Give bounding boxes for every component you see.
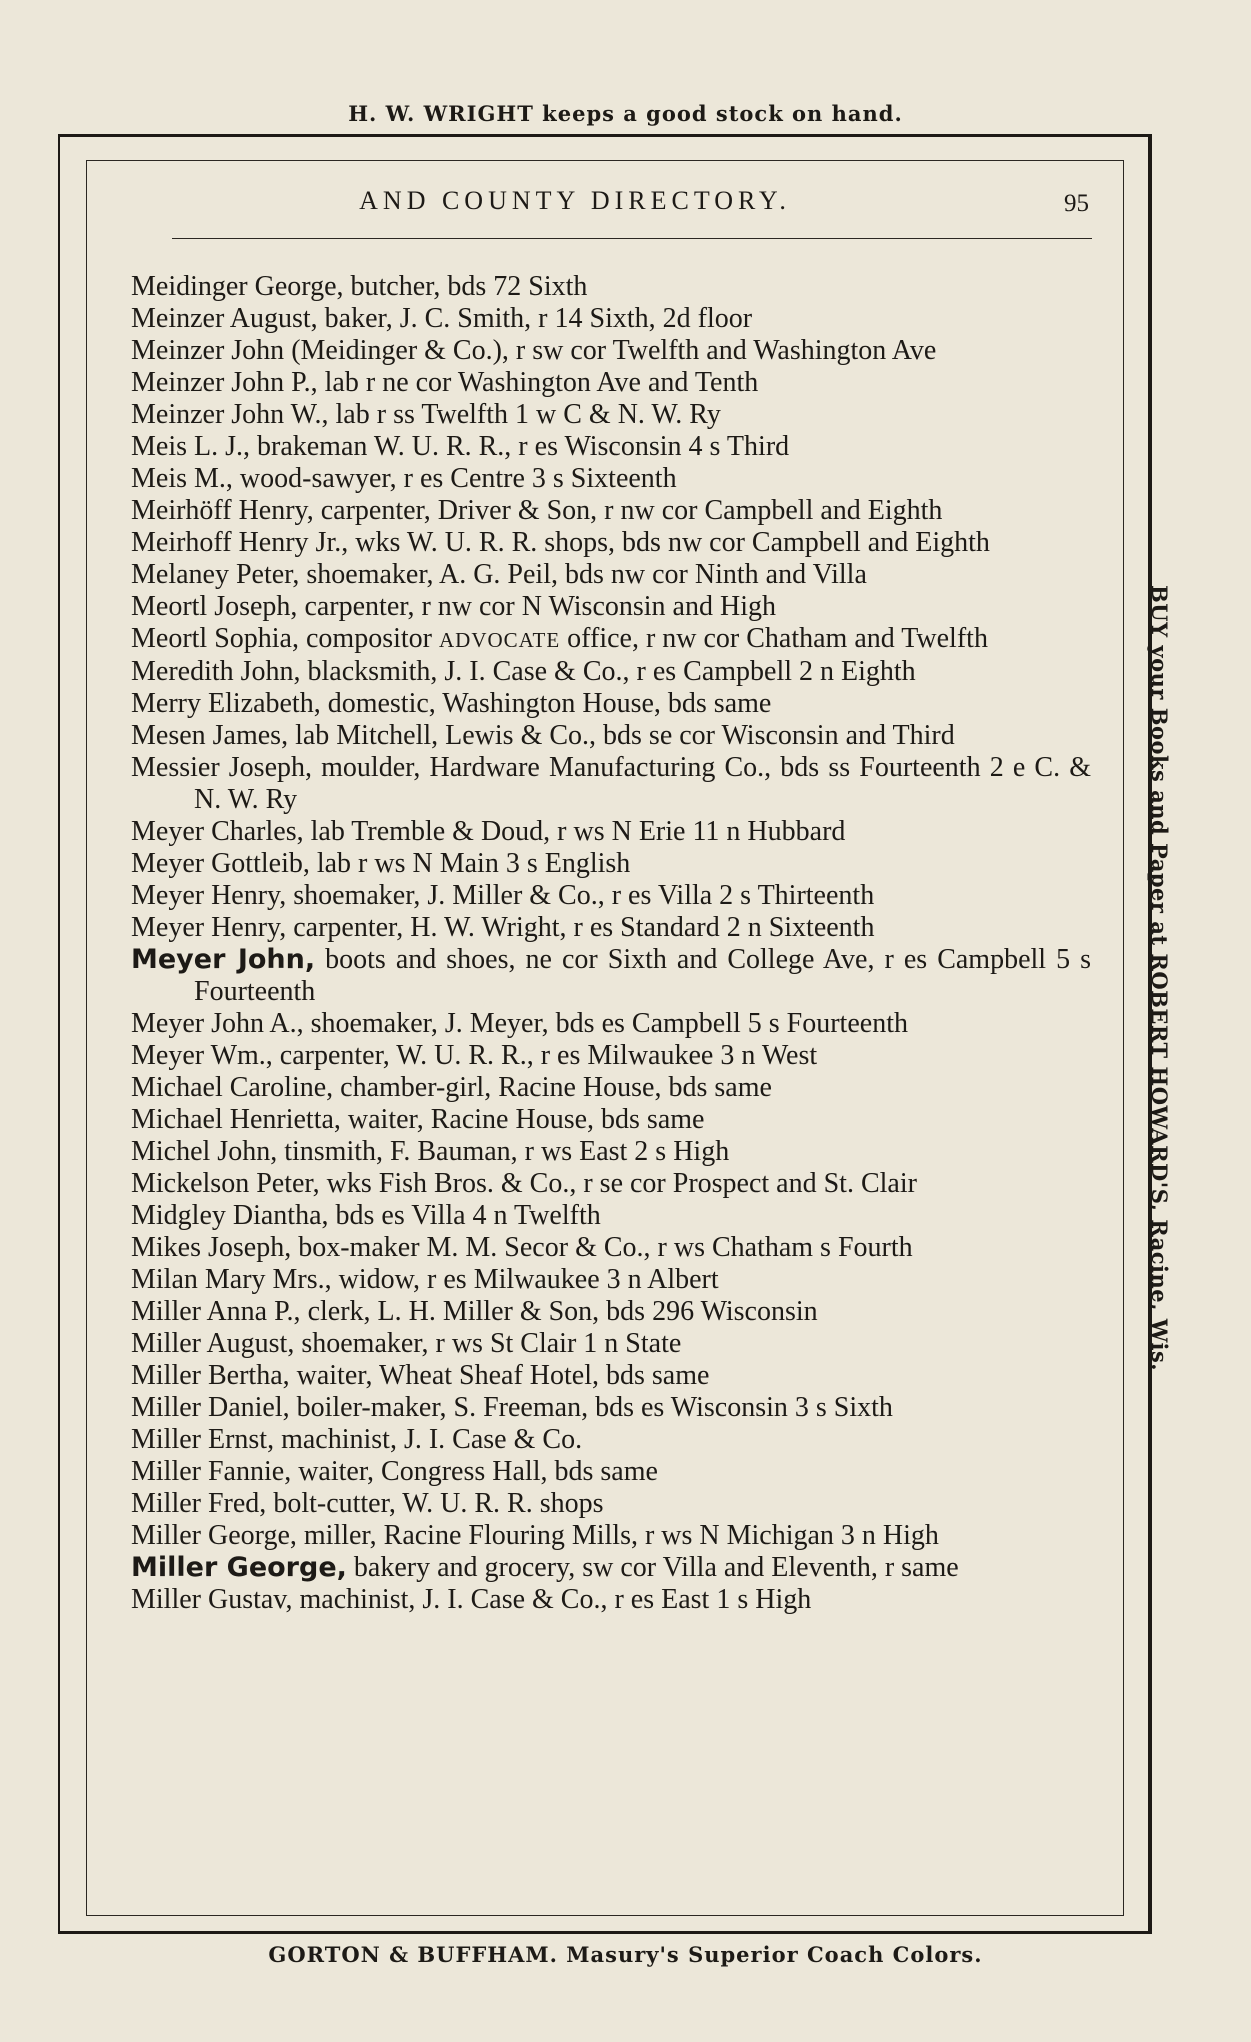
entry-details: shoemaker, A. G. Peil, bds nw cor Ninth and Villa bbox=[299, 559, 867, 590]
directory-entry bbox=[131, 1392, 1091, 1424]
directory-entry bbox=[131, 656, 1091, 688]
entry-details: lab Tremble & Doud, r ws N Erie 11 n Hubbard bbox=[303, 816, 846, 847]
entry-name: Meyer Henry, bbox=[131, 912, 287, 943]
directory-entry bbox=[131, 848, 1091, 880]
directory-entry bbox=[131, 271, 1091, 303]
entry-details: bds es Villa 4 n Twelfth bbox=[328, 1200, 601, 1231]
directory-entry bbox=[131, 880, 1091, 912]
entry-details: shoemaker, J. Meyer, bds es Campbell 5 s Fourteenth bbox=[303, 1008, 908, 1039]
directory-entry bbox=[131, 1488, 1091, 1520]
directory-entry bbox=[131, 559, 1091, 591]
entry-details: box-maker M. M. Secor & Co., r ws Chatham s Fourth bbox=[291, 1232, 913, 1263]
entry-name: Miller August, bbox=[131, 1328, 295, 1359]
directory-entry bbox=[131, 1264, 1091, 1296]
entry-name: Meyer Gottleib, bbox=[131, 848, 310, 879]
directory-entry bbox=[131, 367, 1091, 399]
directory-entry bbox=[131, 688, 1091, 720]
top-advertisement: H. W. WRIGHT keeps a good stock on hand. bbox=[348, 101, 903, 126]
directory-entry bbox=[131, 752, 1091, 816]
directory-entry bbox=[131, 591, 1091, 623]
entry-details: chamber-girl, Racine House, bds same bbox=[333, 1072, 772, 1103]
directory-entry bbox=[131, 1328, 1091, 1360]
directory-entry bbox=[131, 1136, 1091, 1168]
entry-details: lab Mitchell, Lewis & Co., bds se cor Wisconsin and Third bbox=[288, 720, 955, 751]
entry-name: Miller Daniel, bbox=[131, 1392, 290, 1423]
entry-details: carpenter, H. W. Wright, r es Standard 2 n Sixteenth bbox=[286, 912, 875, 943]
entry-name: Miller Fred, bbox=[131, 1488, 267, 1519]
entry-details: boiler-maker, S. Freeman, bds es Wisconsin 3 s Sixth bbox=[289, 1392, 893, 1423]
entry-name: Mesen James, bbox=[131, 720, 289, 751]
entry-details: waiter, Racine House, bds same bbox=[340, 1104, 705, 1135]
entry-name: Melaney Peter, bbox=[131, 559, 300, 590]
entry-details: clerk, L. H. Miller & Son, bds 296 Wisconsin bbox=[300, 1296, 818, 1327]
directory-entry bbox=[131, 1104, 1091, 1136]
entry-name: Meredith John, bbox=[131, 656, 301, 687]
entry-name: Merry Elizabeth, bbox=[131, 688, 321, 719]
entry-details: widow, r es Milwaukee 3 n Albert bbox=[331, 1264, 719, 1295]
entry-details: tinsmith, F. Bauman, r ws East 2 s High bbox=[277, 1136, 730, 1167]
entry-details: wood-sawyer, r es Centre 3 s Sixteenth bbox=[232, 463, 677, 494]
entry-name: Meortl Joseph, bbox=[131, 591, 298, 622]
entry-details: lab r ne cor Washington Ave and Tenth bbox=[317, 367, 759, 398]
entry-name: Meinzer John W., bbox=[131, 399, 329, 430]
entry-name: Mickelson Peter, bbox=[131, 1168, 320, 1199]
header-rule bbox=[172, 238, 1092, 239]
running-head: AND COUNTY DIRECTORY. bbox=[359, 186, 791, 215]
entry-details: baker, J. C. Smith, r 14 Sixth, 2d floor bbox=[317, 303, 753, 334]
entry-name: Meortl Sophia, bbox=[131, 623, 299, 654]
directory-entry bbox=[131, 816, 1091, 848]
directory-entry bbox=[131, 623, 1091, 656]
entry-name: Meyer Wm., bbox=[131, 1040, 273, 1071]
entry-details: shoemaker, r ws St Clair 1 n State bbox=[294, 1328, 682, 1359]
entry-details: (Meidinger & Co.), r sw cor Twelfth and Washington Ave bbox=[284, 335, 937, 366]
entry-name: Miller Gustav, bbox=[131, 1584, 293, 1615]
directory-entry bbox=[131, 495, 1091, 527]
entry-name: Michael Caroline, bbox=[131, 1072, 334, 1103]
directory-entry bbox=[131, 1520, 1091, 1552]
entry-details: bakery and grocery, sw cor Villa and Eleventh, r same bbox=[346, 1552, 959, 1583]
directory-entry bbox=[131, 1424, 1091, 1456]
entry-details: bolt-cutter, W. U. R. R. shops bbox=[266, 1488, 604, 1519]
entry-details: domestic, Washington House, bds same bbox=[320, 688, 772, 719]
directory-entry bbox=[131, 1584, 1091, 1616]
entry-details: carpenter, r nw cor N Wisconsin and High bbox=[297, 591, 776, 622]
entry-details: compositor bbox=[299, 623, 439, 654]
entry-details: miller, Racine Flouring Mills, r ws N Michigan 3 n High bbox=[296, 1520, 939, 1551]
entry-name: Meyer Henry, bbox=[131, 880, 287, 911]
entry-name: Meirhoff Henry Jr., bbox=[131, 527, 349, 558]
directory-entry bbox=[131, 912, 1091, 944]
directory-entry bbox=[131, 720, 1091, 752]
entry-details: waiter, Wheat Sheaf Hotel, bds same bbox=[289, 1360, 710, 1391]
page-number: 95 bbox=[1064, 190, 1089, 217]
entry-name: Messier Joseph, bbox=[131, 752, 313, 783]
entry-details: wks Fish Bros. & Co., r se cor Prospect and St. Clair bbox=[319, 1168, 917, 1199]
directory-entry bbox=[131, 1200, 1091, 1232]
entry-name: Miller Bertha, bbox=[131, 1360, 290, 1391]
entry-name: Meyer Charles, bbox=[131, 816, 304, 847]
directory-entry bbox=[131, 303, 1091, 335]
entry-details: wks W. U. R. R. shops, bds nw cor Campbell and Eighth bbox=[348, 527, 990, 558]
directory-entry bbox=[131, 1360, 1091, 1392]
entry-name: Meinzer August, bbox=[131, 303, 318, 334]
entry-name-bold: Miller George, bbox=[131, 1552, 347, 1583]
entry-name: Mikes Joseph, bbox=[131, 1232, 292, 1263]
entry-name: Milan Mary Mrs., bbox=[131, 1264, 332, 1295]
bottom-advertisement: GORTON & BUFFHAM. Masury's Superior Coach Colors. bbox=[268, 1942, 983, 1967]
entry-details: carpenter, Driver & Son, r nw cor Campbell and Eighth bbox=[313, 495, 943, 526]
entry-name: Midgley Diantha, bbox=[131, 1200, 329, 1231]
directory-entry bbox=[131, 1008, 1091, 1040]
directory-entry bbox=[131, 1456, 1091, 1488]
directory-entry bbox=[131, 1040, 1091, 1072]
entry-name: Miller George, bbox=[131, 1520, 297, 1551]
entry-name: Meyer John A., bbox=[131, 1008, 304, 1039]
directory-entry bbox=[131, 944, 1091, 1008]
entry-name-bold: Meyer John, bbox=[131, 944, 316, 975]
entry-details: machinist, J. I. Case & Co., r es East 1 s High bbox=[292, 1584, 812, 1615]
directory-entry bbox=[131, 431, 1091, 463]
entry-details: brakeman W. U. R. R., r es Wisconsin 4 s Third bbox=[250, 431, 790, 462]
entry-name: Meis L. J., bbox=[131, 431, 250, 462]
entry-name: Miller Fannie, bbox=[131, 1456, 292, 1487]
directory-entry bbox=[131, 1552, 1091, 1584]
entry-name: Meis M., bbox=[131, 463, 233, 494]
directory-entry bbox=[131, 463, 1091, 495]
entry-details: waiter, Congress Hall, bds same bbox=[291, 1456, 658, 1487]
entry-details: carpenter, W. U. R. R., r es Milwaukee 3 n West bbox=[272, 1040, 818, 1071]
entry-details: lab r ss Twelfth 1 w C & N. W. Ry bbox=[328, 399, 721, 430]
entry-name: Meinzer John bbox=[131, 335, 285, 366]
directory-entry bbox=[131, 335, 1091, 367]
directory-entry bbox=[131, 1072, 1091, 1104]
entry-details: office, r nw cor Chatham and Twelfth bbox=[560, 623, 988, 654]
entry-details: blacksmith, J. I. Case & Co., r es Campbell 2 n Eighth bbox=[300, 656, 916, 687]
side-advertisement-text: BUY your Books and Paper at ROBERT HOWARD'S, Racine, Wis. bbox=[1147, 585, 1172, 1372]
directory-entries bbox=[131, 271, 1091, 1616]
entry-small-caps: ADVOCATE bbox=[439, 628, 561, 652]
entry-name: Meinzer John P., bbox=[131, 367, 318, 398]
directory-entry bbox=[131, 527, 1091, 559]
directory-entry bbox=[131, 1296, 1091, 1328]
entry-name: Meidinger George, bbox=[131, 271, 344, 302]
entry-name: Miller Ernst, bbox=[131, 1424, 275, 1455]
directory-entry bbox=[131, 1232, 1091, 1264]
entry-details: lab r ws N Main 3 s English bbox=[309, 848, 631, 879]
entry-name: Michel John, bbox=[131, 1136, 278, 1167]
entry-details: machinist, J. I. Case & Co. bbox=[274, 1424, 583, 1455]
entry-details: butcher, bds 72 Sixth bbox=[343, 271, 588, 302]
entry-details: moulder, Hardware Manufacturing Co., bds ss Fourteenth 2 e C. & N. W. Ry bbox=[194, 752, 1091, 815]
entry-name: Miller Anna P., bbox=[131, 1296, 301, 1327]
directory-entry bbox=[131, 399, 1091, 431]
directory-entry bbox=[131, 1168, 1091, 1200]
entry-name: Michael Henrietta, bbox=[131, 1104, 341, 1135]
entry-details: shoemaker, J. Miller & Co., r es Villa 2 s Thirteenth bbox=[286, 880, 875, 911]
entry-details: boots and shoes, ne cor Sixth and College Ave, r es Campbell 5 s Fourteenth bbox=[194, 944, 1091, 1007]
entry-name: Meirhöff Henry, bbox=[131, 495, 314, 526]
